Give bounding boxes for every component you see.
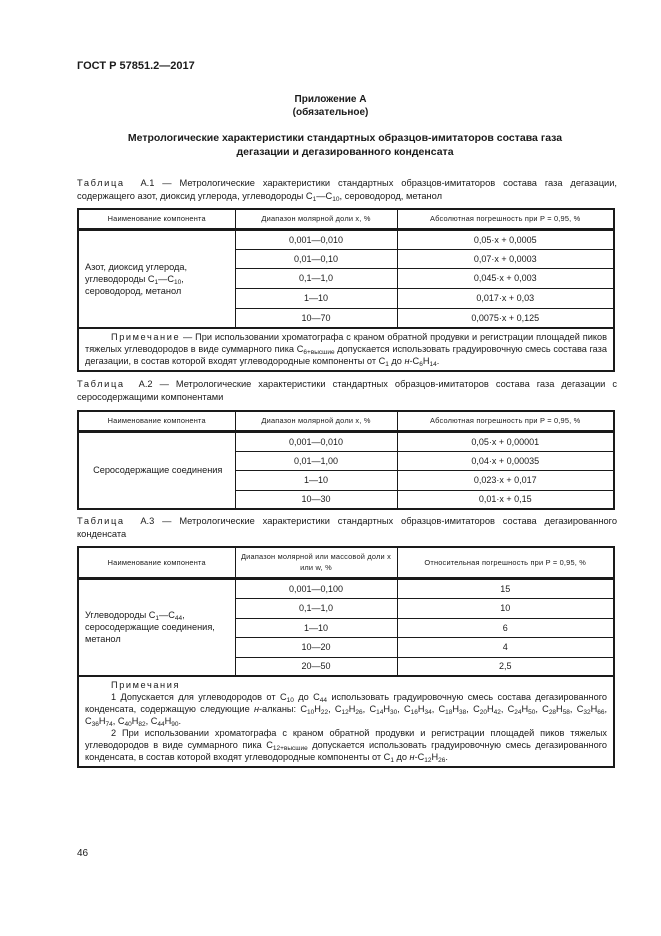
header-component: Наименование компонента bbox=[78, 209, 235, 229]
header-range: Диапазон молярной доли x, % bbox=[235, 411, 397, 431]
table-a1-caption: Таблица А.1 — Метрологические характеристики стандартных образцов-имитаторов состава газа дегазации, содержащего азот, диоксид углерода, углеводороды $C_1—C_{10}$, сероводород, метанол bbox=[77, 178, 617, 203]
notes-heading: Примечания bbox=[111, 680, 181, 690]
range-cell: 10—70 bbox=[235, 308, 397, 328]
alkane-formula: $C_{16}H_{34}$ bbox=[403, 704, 432, 716]
table-header-row bbox=[78, 411, 614, 431]
header-component: Наименование компонента bbox=[78, 411, 235, 431]
header-error: Абсолютная погрешность при P = 0,95, % bbox=[397, 209, 614, 229]
header-range: Диапазон молярной или массовой доли x или w, % bbox=[235, 547, 397, 578]
table-a2-caption: Таблица А.2 — Метрологические характеристики стандартных образцов-имитаторов состава газа дегазации с серосодержащими компонентами bbox=[77, 379, 618, 402]
annex-heading bbox=[77, 131, 613, 159]
alkane-formula: $C_{28}H_{58}$ bbox=[542, 704, 570, 716]
error-cell: 0,04·x + 0,00035 bbox=[397, 451, 614, 470]
range-cell: 0,1—1,0 bbox=[235, 598, 397, 618]
table-note-row bbox=[78, 328, 614, 371]
header-error: Абсолютная погрешность при P = 0,95, % bbox=[397, 411, 614, 431]
alkane-formula: $C_{24}H_{50}$ bbox=[507, 704, 536, 716]
error-cell: 0,01·x + 0,15 bbox=[397, 490, 614, 509]
table-row bbox=[78, 431, 614, 451]
error-cell: 10 bbox=[397, 598, 614, 618]
header-component: Наименование компонента bbox=[78, 547, 235, 578]
range-cell: 0,001—0,100 bbox=[235, 578, 397, 598]
note-2: 2 При использовании хроматографа с краном обратной продувки и регистрации площадей пиков тяжелых углеводородов в виде суммарного пика $C_{12+высшие}$ допускается использовать градуировочную смесь дегазированного конденсата, в состав которой входят углеводородные компоненты от $C_1$ до $н-C_{12}H_{26}$. bbox=[85, 728, 607, 764]
range-cell: 1—10 bbox=[235, 470, 397, 490]
note-1: 1 Допускается для углеводородов от $C_{10}$ до $C_{44}$ использовать градуировочную смесь состава дегазированного конденсата, содержащую следующие н-алканы: $C_{10}H_{22}$, $C_{12}H_{26}$, $C_{14}H_{30}$, $C_{16}H_{34}$, $C_{18}H_{38}$, $C_{20}H_{42}$, $C_{24}H_{50}$, $C_{28}H_{58}$, $C_{32}H_{66}$, $C_{36}H_{74}$, $C_{40}H_{82}$, $C_{44}H_{90}$. bbox=[85, 692, 608, 728]
error-cell: 4 bbox=[397, 637, 614, 657]
header-error: Относительная погрешность при P = 0,95, % bbox=[397, 547, 614, 578]
caption-label: Таблица bbox=[77, 379, 125, 389]
table-a1 bbox=[77, 208, 615, 372]
annex-heading-line-1: Метрологические характеристики стандартных образцов-имитаторов состава газа bbox=[127, 132, 563, 144]
alkane-list: $C_{10}H_{22}$, $C_{12}H_{26}$, $C_{14}H_{30}$, $C_{16}H_{34}$, $C_{18}H_{38}$, $C_{20}H_{42}$, $C_{24}H_{50}$, $C_{28}H_{58}$, $C_{32}H_{66}$, $C_{36}H_{74}$, $C_{40}H_{82}$, $C_{44}H_{90}$. bbox=[85, 704, 608, 728]
range-cell: 1—10 bbox=[235, 618, 397, 637]
range-cell: 10—20 bbox=[235, 637, 397, 657]
table-note-row bbox=[78, 676, 614, 767]
range-cell: 10—30 bbox=[235, 490, 397, 509]
error-cell: 2,5 bbox=[397, 657, 614, 676]
table-header-row bbox=[78, 209, 614, 229]
alkane-formula: $C_{40}H_{82}$ bbox=[117, 716, 146, 728]
range-cell: 0,01—1,00 bbox=[235, 451, 397, 470]
alkane-formula: $C_{12}H_{26}$ bbox=[334, 704, 363, 716]
error-cell: 0,07·x + 0,0003 bbox=[397, 249, 614, 268]
alkane-formula: $C_{10}H_{22}$ bbox=[300, 704, 329, 716]
annex-heading-line-2: дегазации и дегазированного конденсата bbox=[236, 146, 454, 158]
caption-number: А.2 bbox=[138, 379, 153, 389]
range-cell: 0,001—0,010 bbox=[235, 229, 397, 249]
range-cell: 1—10 bbox=[235, 288, 397, 308]
error-cell: 0,023·x + 0,017 bbox=[397, 470, 614, 490]
range-cell: 0,1—1,0 bbox=[235, 268, 397, 288]
range-cell: 0,001—0,010 bbox=[235, 431, 397, 451]
table-row bbox=[78, 578, 614, 598]
error-cell: 6 bbox=[397, 618, 614, 637]
component-name: Серосодержащие соединения bbox=[78, 431, 235, 509]
alkane-formula: $C_{18}H_{38}$ bbox=[438, 704, 467, 716]
range-cell: 0,01—0,10 bbox=[235, 249, 397, 268]
document-code: ГОСТ Р 57851.2—2017 bbox=[77, 60, 195, 72]
error-cell: 15 bbox=[397, 578, 614, 598]
header-range: Диапазон молярной доли x, % bbox=[235, 209, 397, 229]
component-name: Азот, диоксид углерода, углеводороды $C_1—C_{10}$, сероводород, метанол bbox=[78, 229, 235, 328]
table-a3 bbox=[77, 546, 615, 768]
caption-label: Таблица bbox=[77, 178, 125, 188]
table-row bbox=[78, 229, 614, 249]
alkane-formula: $C_{14}H_{30}$ bbox=[369, 704, 398, 716]
caption-number: А.1 bbox=[140, 178, 155, 188]
error-cell: 0,017·x + 0,03 bbox=[397, 288, 614, 308]
table-a2 bbox=[77, 410, 615, 510]
caption-number: А.3 bbox=[140, 516, 155, 526]
error-cell: 0,045·x + 0,003 bbox=[397, 268, 614, 288]
annex-title: Приложение А bbox=[294, 94, 367, 105]
table-a3-caption: Таблица А.3 — Метрологические характеристики стандартных образцов-имитаторов состава дегазированного конденсата bbox=[77, 516, 617, 539]
table-notes bbox=[78, 676, 614, 767]
table-header-row bbox=[78, 547, 614, 578]
error-cell: 0,05·x + 0,00001 bbox=[397, 431, 614, 451]
caption-label: Таблица bbox=[77, 516, 125, 526]
alkane-formula: $C_{36}H_{74}$ bbox=[85, 716, 113, 728]
range-cell: 20—50 bbox=[235, 657, 397, 676]
component-name: Углеводороды $C_1—C_{44}$, серосодержащие соединения, метанол bbox=[78, 578, 235, 676]
error-cell: 0,0075·x + 0,125 bbox=[397, 308, 614, 328]
alkane-formula: $C_{44}H_{90}$ bbox=[150, 716, 179, 728]
alkane-formula: $C_{20}H_{42}$ bbox=[473, 704, 501, 716]
error-cell: 0,05·x + 0,0005 bbox=[397, 229, 614, 249]
annex-status: (обязательное) bbox=[292, 107, 369, 118]
page-number: 46 bbox=[77, 848, 89, 859]
table-note: Примечание — При использовании хроматографа с краном обратной продувки и регистрации площадей пиков тяжелых углеводородов в виде суммарного пика $C_{6+высшие}$ допускается использовать градуировочную смесь состава газа дегазации, в состав которой входят углеводородные компоненты от $C_1$ до $н-C_6H_{14}$. bbox=[78, 328, 614, 371]
alkane-formula: $C_{32}H_{66}$ bbox=[576, 704, 605, 716]
